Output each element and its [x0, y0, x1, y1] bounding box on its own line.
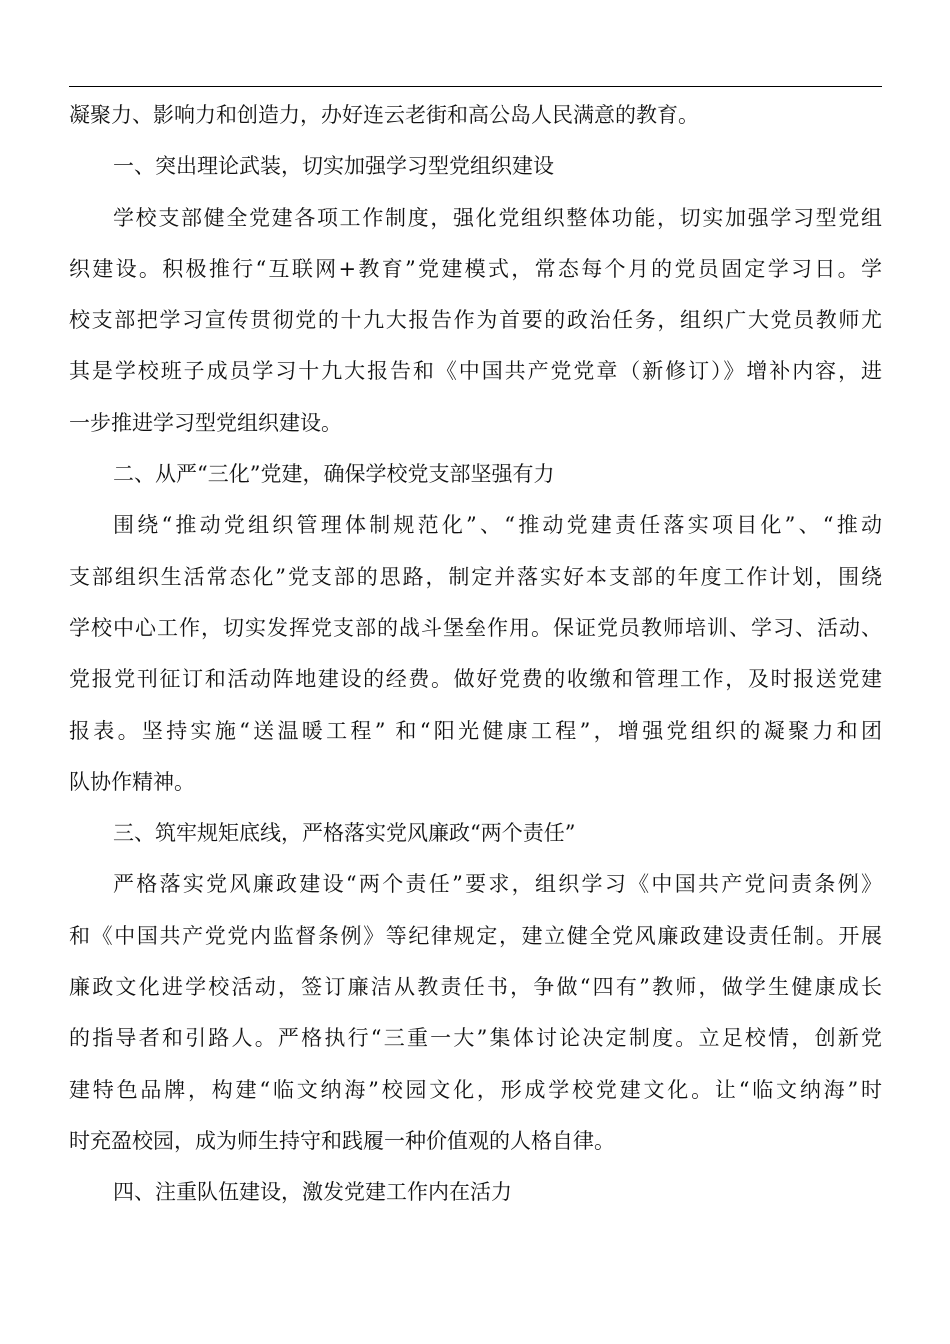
text-line: 围绕“推动党组织管理体制规范化”、“推动党建责任落实项目化”、“推动 [113, 513, 882, 538]
text-line: 其是学校班子成员学习十九大报告和《中国共产党党章（新修订）》增补内容，进 [69, 359, 882, 384]
text-line: 学校支部健全党建各项工作制度，强化党组织整体功能，切实加强学习型党组 [113, 205, 882, 230]
text-line: 一、突出理论武装，切实加强学习型党组织建设 [113, 154, 554, 179]
text-line: 和《中国共产党党内监督条例》等纪律规定，建立健全党风廉政建设责任制。开展 [69, 923, 882, 948]
text-line: 校支部把学习宣传贯彻党的十九大报告作为首要的政治任务，组织广大党员教师尤 [69, 308, 882, 333]
text-line: 报表。坚持实施“送温暖工程” 和“阳光健康工程”，增强党组织的凝聚力和团 [69, 718, 882, 743]
text-line: 的指导者和引路人。严格执行“三重一大”集体讨论决定制度。立足校情，创新党 [69, 1026, 882, 1051]
text-line: 四、注重队伍建设，激发党建工作内在活力 [113, 1180, 512, 1205]
text-line: 廉政文化进学校活动，签订廉洁从教责任书，争做“四有”教师，做学生健康成长 [69, 975, 882, 1000]
text-line: 三、筑牢规矩底线，严格落实党风廉政“两个责任” [113, 821, 576, 846]
text-line: 织建设。积极推行“互联网+教育”党建模式，常态每个月的党员固定学习日。学 [69, 256, 882, 281]
text-line: 党报党刊征订和活动阵地建设的经费。做好党费的收缴和管理工作，及时报送党建 [69, 667, 882, 692]
text-line: 二、从严“三化”党建，确保学校党支部坚强有力 [113, 462, 555, 487]
text-line: 队协作精神。 [69, 769, 195, 794]
text-line: 支部组织生活常态化”党支部的思路，制定并落实好本支部的年度工作计划，围绕 [69, 564, 882, 589]
header-rule [69, 86, 882, 87]
text-line: 建特色品牌，构建“临文纳海”校园文化，形成学校党建文化。让“临文纳海”时 [69, 1077, 882, 1102]
text-line: 时充盈校园，成为师生持守和践履一种价值观的人格自律。 [69, 1128, 615, 1153]
text-line: 学校中心工作，切实发挥党支部的战斗堡垒作用。保证党员教师培训、学习、活动、 [69, 615, 882, 640]
text-line: 一步推进学习型党组织建设。 [69, 410, 342, 435]
text-line: 严格落实党风廉政建设“两个责任”要求，组织学习《中国共产党问责条例》 [113, 872, 882, 897]
document-body [69, 90, 882, 1219]
text-line: 凝聚力、影响力和创造力，办好连云老街和高公岛人民满意的教育。 [69, 103, 699, 127]
